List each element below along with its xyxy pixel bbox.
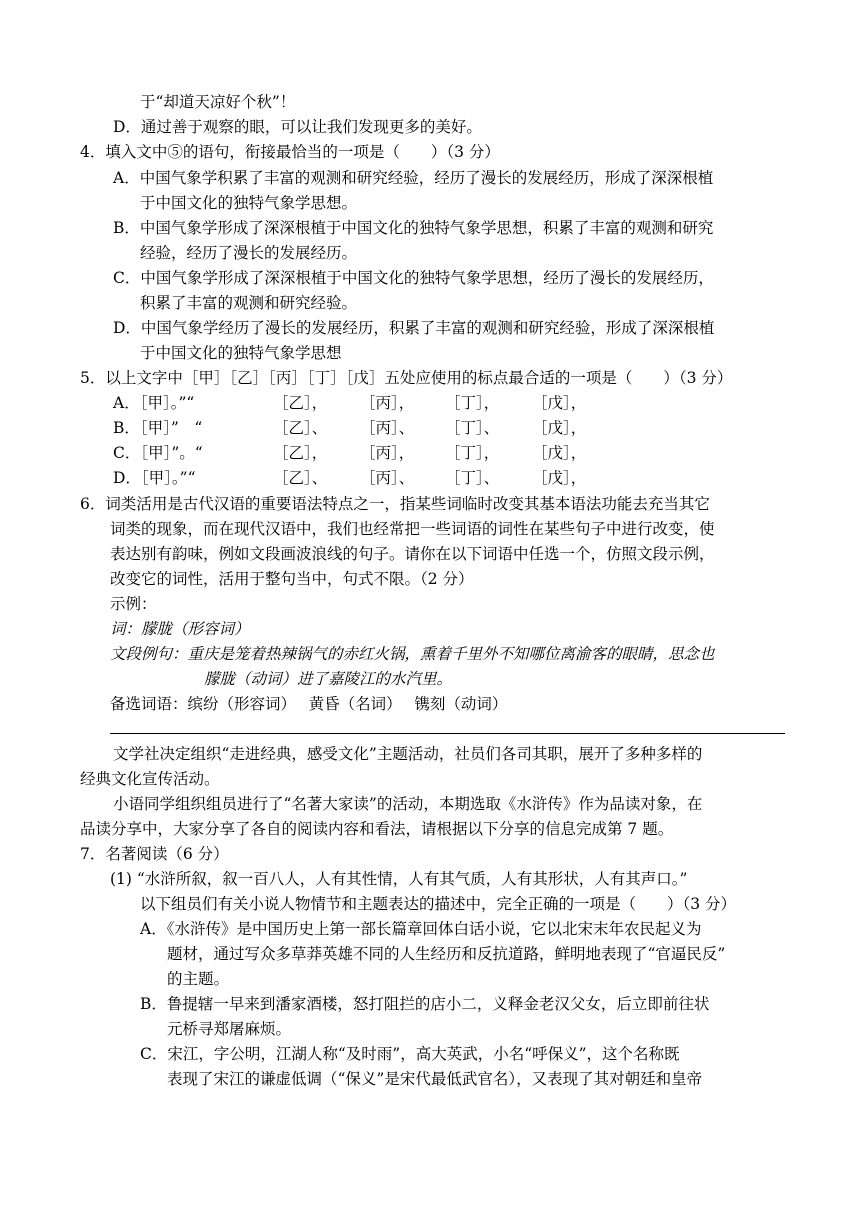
q6-example-label: 示例：	[110, 595, 157, 613]
q4-option-b-line1: B．中国气象学形成了深深根植于中国文化的独特气象学思想，积累了丰富的观测和研究	[113, 219, 714, 237]
q4-option-a-line2: 于中国文化的独特气象学思想。	[140, 194, 358, 212]
q7-option-a-line2: 题材，通过写众多草莽英雄不同的人生经历和反抗道路，鲜明地表现了“官逼民反”	[167, 945, 726, 963]
q5-row-c-col5: ［戊］，	[532, 444, 587, 462]
q7-sub1-line1: (1) “水浒所叙，叙一百八人，人有其性情，人有其气质，人有其形状，人有其声口。”	[110, 870, 688, 888]
q5-stem: 5．以上文字中［甲］［乙］［丙］［丁］［戊］五处应使用的标点最合适的一项是（ ）（3 分）	[80, 369, 733, 387]
q6-example-sentence-line2: 朦胧（动词）进了嘉陵江的水汽里。	[204, 670, 453, 688]
q5-row-a-label: A．［甲］。”“	[113, 394, 195, 412]
q4-option-d-line2: 于中国文化的独特气象学思想	[140, 344, 342, 362]
q5-row-a-col2: ［乙］，	[273, 394, 328, 412]
q4-option-d-line1: D．中国气象学经历了漫长的发展经历，积累了丰富的观测和研究经验，形成了深深根植	[113, 319, 715, 337]
q7-option-a-line1: A．《水浒传》是中国历史上第一部长篇章回体白话小说，它以北宋末年农民起义为	[140, 920, 702, 938]
q6-stem-line1: 6．词类活用是古代汉语的重要语法特点之一，指某些词临时改变其基本语法功能去充当其它	[80, 495, 710, 513]
q5-row-d-col5: ［戊］，	[532, 469, 587, 487]
q5-row-a-col4: ［丁］，	[445, 394, 500, 412]
q4-stem: 4．填入文中⑤的语句，衔接最恰当的一项是（ ）（3 分）	[80, 143, 500, 161]
q7-option-c-line1: C．宋江，字公明，江湖人称“及时雨”，高大英武，小名“呼保义”，这个名称既	[140, 1045, 680, 1063]
q5-row-b-col4: ［丁］、	[445, 419, 500, 437]
q5-row-b-col3: ［丙］、	[360, 419, 415, 437]
q5-row-c-col4: ［丁］，	[445, 444, 500, 462]
q5-row-d-col2: ［乙］、	[273, 469, 328, 487]
q5-row-d-col3: ［丙］、	[360, 469, 415, 487]
q6-stem-line2: 词类的现象，而在现代汉语中，我们也经常把一些词语的词性在某些句子中进行改变，使	[110, 520, 715, 538]
q3-option-d: D．通过善于观察的眼，可以让我们发现更多的美好。	[113, 118, 482, 136]
q6-answer-line	[110, 733, 785, 734]
intro-para2-line1: 小语同学组织组员进行了“名著大家读”的活动，本期选取《水浒传》作为品读对象，在	[113, 795, 703, 813]
q7-option-a-line3: 的主题。	[167, 970, 230, 988]
q7-option-b-line2: 元桥寻郑屠麻烦。	[167, 1020, 292, 1038]
q6-example-sentence-line1: 文段例句：重庆是笼着热辣锅气的赤红火锅，熏着千里外不知哪位离渝客的眼睛，思念也	[110, 645, 715, 663]
q5-row-b-col5: ［戊］，	[532, 419, 587, 437]
q5-row-b-col2: ［乙］、	[273, 419, 328, 437]
q6-candidate-words: 备选词语：缤纷（形容词） 黄昏（名词） 镌刻（动词）	[110, 695, 508, 713]
q3-option-c-line2: 于“却道天凉好个秋”！	[140, 93, 296, 111]
q5-row-b-label: B．［甲］” “	[113, 419, 203, 437]
q4-option-c-line2: 积累了丰富的观测和研究经验。	[140, 294, 358, 312]
q5-row-c-label: C．［甲］”。“	[113, 444, 203, 462]
q5-row-c-col2: ［乙］，	[273, 444, 328, 462]
q6-stem-line4: 改变它的词性，活用于整句当中，句式不限。（2 分）	[110, 570, 474, 588]
q7-option-c-line2: 表现了宋江的谦虚低调（“保义”是宋代最低武官名），又表现了其对朝廷和皇帝	[167, 1070, 703, 1088]
q7-option-b-line1: B．鲁提辖一早来到潘家酒楼，怒打阻拦的店小二，义释金老汉父女，后立即前往状	[140, 995, 710, 1013]
q5-row-c-col3: ［丙］，	[360, 444, 415, 462]
q7-stem: 7．名著阅读（6 分）	[80, 845, 229, 863]
intro-para1-line1: 文学社决定组织“走进经典，感受文化”主题活动，社员们各司其职，展开了多种多样的	[113, 745, 703, 763]
q4-option-a-line1: A．中国气象学积累了丰富的观测和研究经验，经历了漫长的发展经历，形成了深深根植	[113, 169, 714, 187]
q5-row-d-label: D．［甲］。”“	[113, 469, 196, 487]
q5-row-a-col5: ［戊］，	[532, 394, 587, 412]
q5-row-d-col4: ［丁］、	[445, 469, 500, 487]
q6-example-word: 词：朦胧（形容词）	[110, 620, 250, 638]
q4-option-b-line2: 经验，经历了漫长的发展经历。	[140, 244, 358, 262]
intro-para1-line2: 经典文化宣传活动。	[80, 770, 220, 788]
q4-option-c-line1: C．中国气象学形成了深深根植于中国文化的独特气象学思想，经历了漫长的发展经历，	[113, 269, 714, 287]
intro-para2-line2: 品读分享中，大家分享了各自的阅读内容和看法，请根据以下分享的信息完成第 7 题。	[80, 820, 674, 838]
q7-sub1-line2: 以下组员们有关小说人物情节和主题表达的描述中，完全正确的一项是（ ）（3 分）	[140, 895, 737, 913]
q5-row-a-col3: ［丙］，	[360, 394, 415, 412]
q6-stem-line3: 表达别有韵味，例如文段画波浪线的句子。请你在以下词语中任选一个，仿照文段示例，	[110, 545, 715, 563]
